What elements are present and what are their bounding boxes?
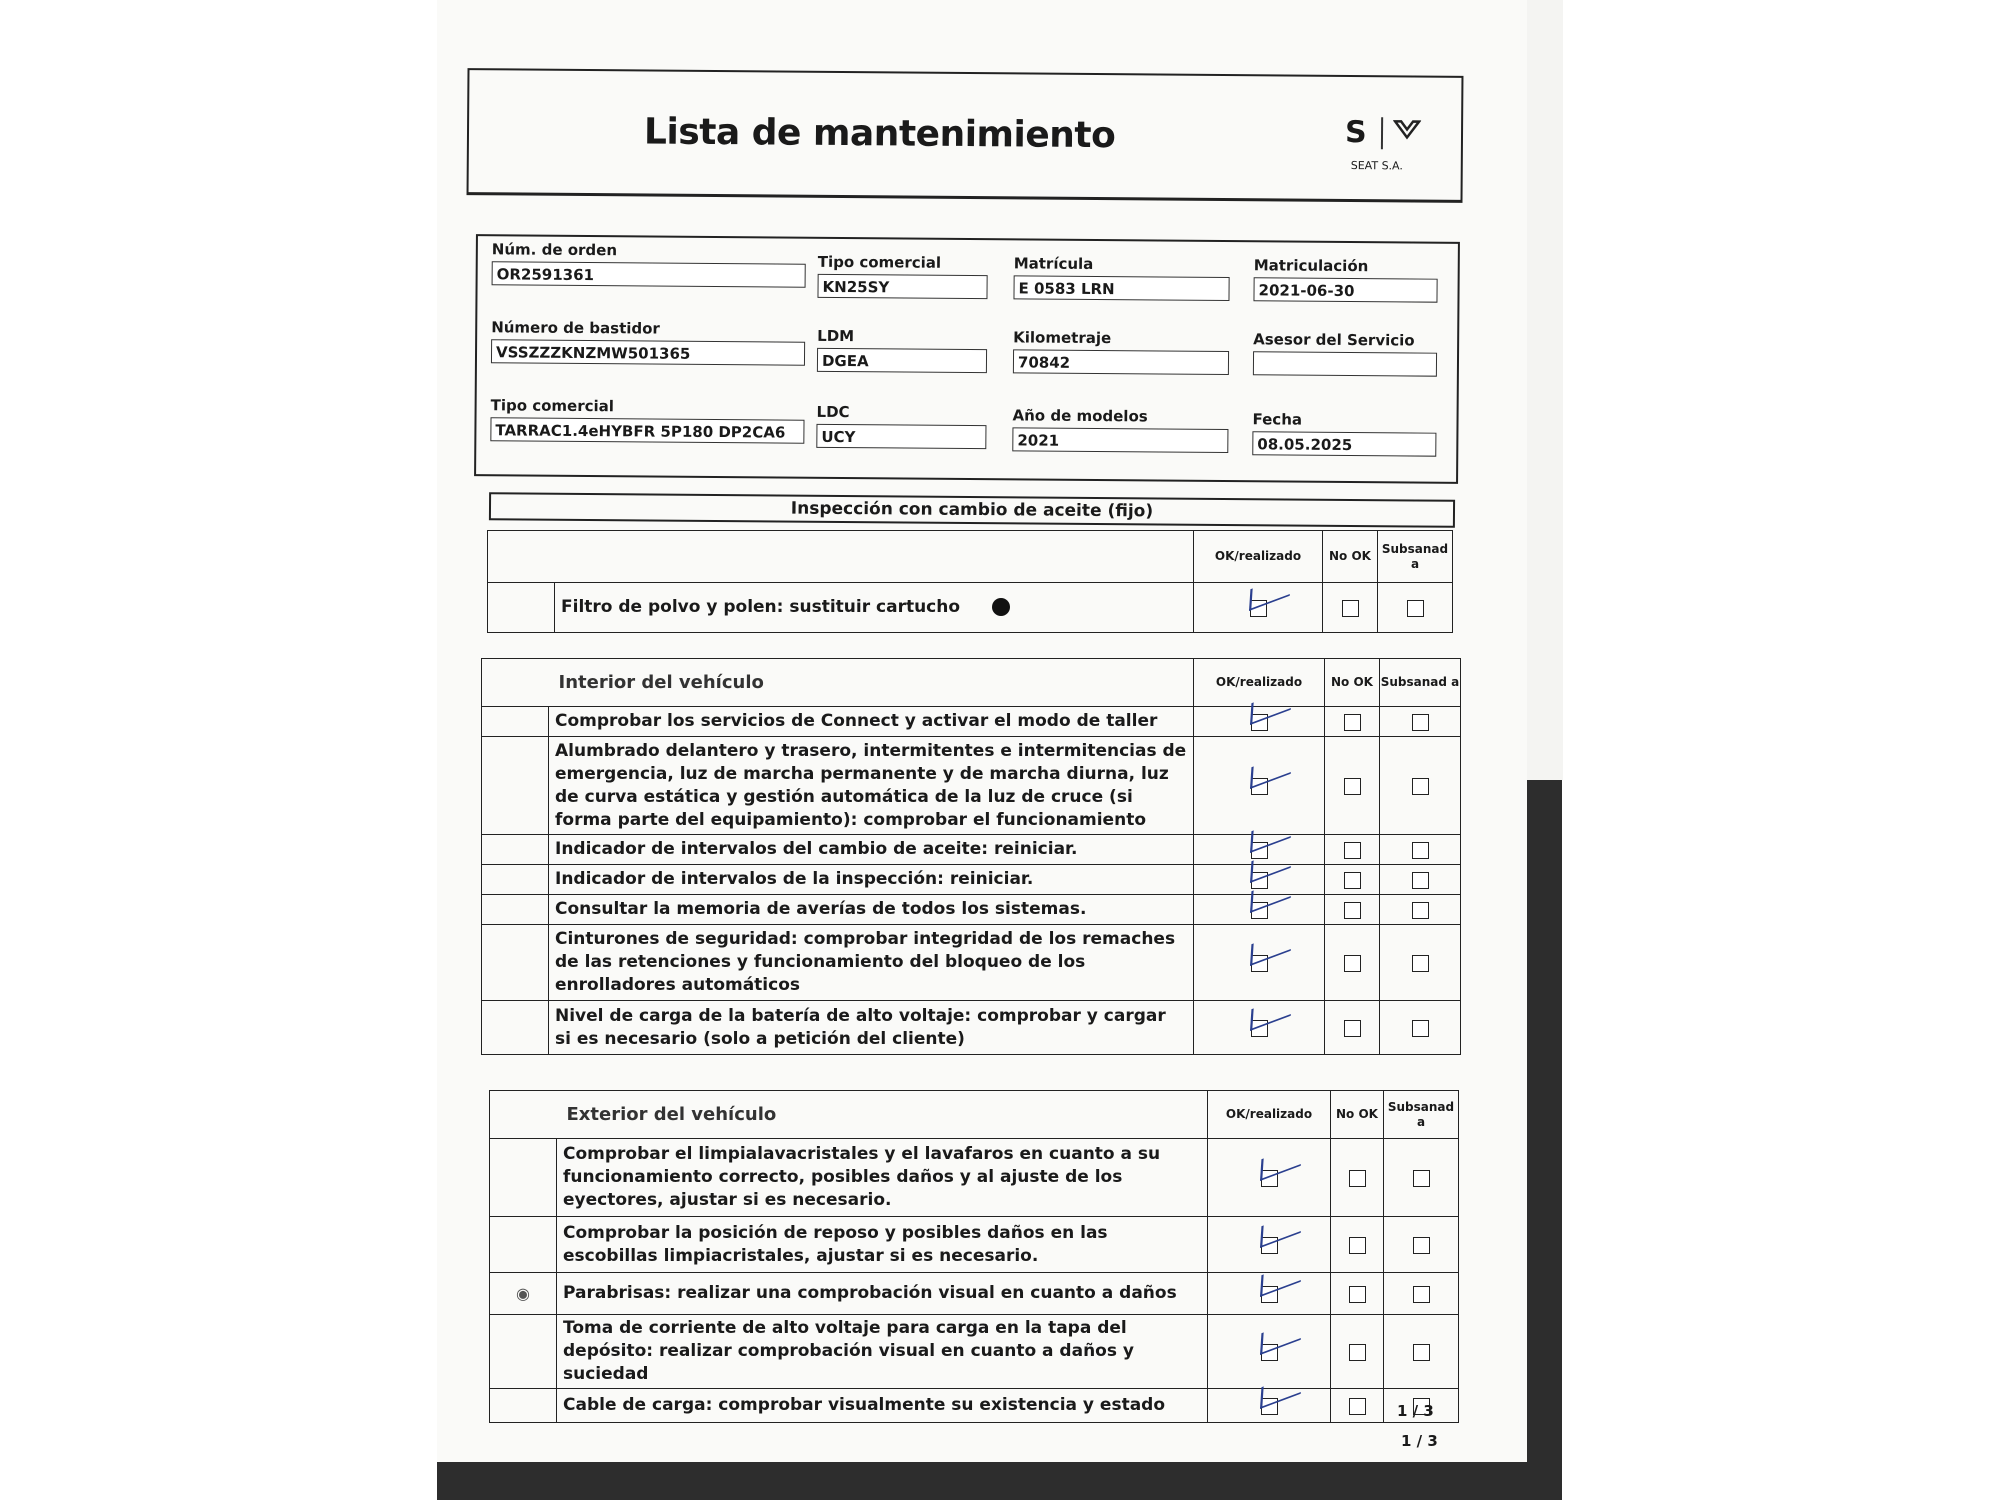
company-name: SEAT S.A.: [1350, 159, 1403, 173]
logo-divider: [1381, 117, 1383, 149]
row-text: Toma de corriente de alto voltaje para carga en la tapa del depósito: realizar comprobación visual en cuanto a daños y suciedad: [557, 1315, 1208, 1389]
subsanada-checkbox[interactable]: [1413, 1286, 1430, 1303]
subsanada-checkbox[interactable]: [1412, 842, 1429, 859]
asesor-value: [1253, 351, 1437, 376]
nook-checkbox[interactable]: [1344, 872, 1361, 889]
row-text: Indicador de intervalos del cambio de aceite: reiniciar.: [549, 835, 1194, 865]
subsanada-checkbox[interactable]: [1412, 955, 1429, 972]
table-row: [482, 925, 1461, 1001]
row-text: Indicador de intervalos de la inspección: reiniciar.: [549, 865, 1194, 895]
nook-checkbox[interactable]: [1342, 600, 1359, 617]
nook-checkbox[interactable]: [1349, 1286, 1366, 1303]
ok-checkbox[interactable]: [1261, 1344, 1278, 1361]
nook-checkbox[interactable]: [1349, 1170, 1366, 1187]
table-row: [490, 1273, 1459, 1315]
ok-checkbox[interactable]: [1261, 1286, 1278, 1303]
col-subsanada: Subsanad a: [1378, 531, 1453, 583]
field-matriculacion: Matriculación 2021-06-30: [1253, 256, 1437, 302]
col-ok: OK/realizado: [1194, 659, 1325, 707]
ldm-value: DGEA: [817, 348, 987, 373]
cupra-icon: [1393, 115, 1421, 150]
field-ldc: LDC UCY: [816, 403, 986, 449]
table-row: [482, 865, 1461, 895]
row-text: Nivel de carga de la batería de alto voltaje: comprobar y cargar si es necesario (solo a petición del cliente): [549, 1001, 1194, 1055]
row-text: Cinturones de seguridad: comprobar integridad de los remaches de las retenciones y funcionamiento del bloqueo de los enrolladores automáticos: [549, 925, 1194, 1001]
nook-checkbox[interactable]: [1349, 1237, 1366, 1254]
table-row: [490, 1389, 1459, 1423]
subsanada-checkbox[interactable]: [1412, 778, 1429, 795]
interior-header-row: [482, 659, 1461, 707]
dot-icon: [992, 598, 1010, 616]
row-text: Comprobar los servicios de Connect y activar el modo de taller: [549, 707, 1194, 737]
col-subsanada: Subsanad a: [1384, 1091, 1459, 1139]
table-row: [482, 1001, 1461, 1055]
field-tipo-comercial-1: Tipo comercial KN25SY: [817, 253, 987, 299]
col-ok: OK/realizado: [1194, 531, 1323, 583]
fecha-value: 08.05.2025: [1252, 431, 1436, 456]
nook-checkbox[interactable]: [1349, 1344, 1366, 1361]
nook-checkbox[interactable]: [1344, 778, 1361, 795]
kilometraje-value: 70842: [1013, 349, 1229, 375]
table-row: [490, 1139, 1459, 1217]
interior-title: Interior del vehículo: [549, 659, 1194, 707]
row-text: Parabrisas: realizar una comprobación visual en cuanto a daños: [557, 1273, 1208, 1315]
table-row: [482, 707, 1461, 737]
col-ok: OK/realizado: [1208, 1091, 1331, 1139]
nook-checkbox[interactable]: [1344, 902, 1361, 919]
page-number: 1 / 3: [1397, 1402, 1434, 1420]
exterior-header-row: [490, 1091, 1459, 1139]
row-text: Filtro de polvo y polen: sustituir cartucho: [561, 597, 961, 617]
field-kilometraje: Kilometraje 70842: [1013, 328, 1229, 375]
field-tipo-comercial-2: Tipo comercial TARRAC1.4eHYBFR 5P180 DP2CA6: [490, 396, 804, 443]
inspection-title: Inspección con cambio de aceite (fijo): [489, 492, 1455, 528]
num-orden-value: OR2591361: [492, 261, 806, 287]
ldc-value: UCY: [816, 424, 986, 449]
subsanada-checkbox[interactable]: [1413, 1237, 1430, 1254]
maintenance-sheet: [437, 0, 1527, 1462]
eye-icon: ◉: [516, 1284, 530, 1303]
page-number-under: 1 / 3: [1401, 1432, 1438, 1450]
table-header-row: [488, 531, 1453, 583]
table-row: [482, 895, 1461, 925]
nook-checkbox[interactable]: [1349, 1398, 1366, 1415]
row-text: Cable de carga: comprobar visualmente su existencia y estado: [557, 1389, 1208, 1423]
ok-checkbox[interactable]: [1251, 955, 1268, 972]
nook-checkbox[interactable]: [1344, 842, 1361, 859]
row-text: Consultar la memoria de averías de todos los sistemas.: [549, 895, 1194, 925]
order-info: [474, 234, 1460, 484]
row-text: Alumbrado delantero y trasero, intermitentes e intermitencias de emergencia, luz de marcha permanente y de marcha diurna, luz de curva estática y gestión automática de la luz de cruce (si forma parte del equipamiento): comprobar el funcionamiento: [549, 737, 1194, 835]
field-ldm: LDM DGEA: [817, 327, 987, 373]
table-row: [490, 1217, 1459, 1273]
col-nook: No OK: [1325, 659, 1380, 707]
tipo-comercial-1-value: KN25SY: [817, 274, 987, 299]
subsanada-checkbox[interactable]: [1412, 714, 1429, 731]
subsanada-checkbox[interactable]: [1412, 1020, 1429, 1037]
bastidor-value: VSSZZZKNZMW501365: [491, 339, 805, 365]
exterior-table: [489, 1090, 1459, 1423]
field-fecha: Fecha 08.05.2025: [1252, 410, 1436, 456]
ok-checkbox[interactable]: [1251, 902, 1268, 919]
background-left: [0, 0, 437, 1500]
subsanada-checkbox[interactable]: [1412, 902, 1429, 919]
subsanada-checkbox[interactable]: [1412, 872, 1429, 889]
seat-s-icon: S: [1344, 114, 1367, 151]
tipo-comercial-2-value: TARRAC1.4eHYBFR 5P180 DP2CA6: [490, 417, 804, 443]
background-right: [1562, 0, 2000, 1500]
ok-checkbox[interactable]: [1261, 1237, 1278, 1254]
field-asesor: Asesor del Servicio: [1253, 330, 1437, 376]
col-nook: No OK: [1331, 1091, 1384, 1139]
subsanada-checkbox[interactable]: [1413, 1170, 1430, 1187]
subsanada-checkbox[interactable]: [1407, 600, 1424, 617]
brand-logo: [1345, 115, 1425, 176]
inspection-table: [487, 530, 1453, 633]
matricula-value: E 0583 LRN: [1013, 275, 1229, 301]
ok-checkbox[interactable]: [1261, 1170, 1278, 1187]
table-row: [482, 835, 1461, 865]
col-subsanada: Subsanad a: [1380, 659, 1461, 707]
field-num-orden: Núm. de orden OR2591361: [492, 240, 806, 287]
ok-checkbox[interactable]: [1250, 600, 1267, 617]
interior-table: [481, 658, 1461, 1055]
table-row: [488, 583, 1453, 633]
exterior-title: Exterior del vehículo: [557, 1091, 1208, 1139]
ok-checkbox[interactable]: [1251, 1020, 1268, 1037]
subsanada-checkbox[interactable]: [1413, 1344, 1430, 1361]
matriculacion-value: 2021-06-30: [1253, 277, 1437, 302]
table-row: [490, 1315, 1459, 1389]
ok-checkbox[interactable]: [1261, 1398, 1278, 1415]
ok-checkbox[interactable]: [1251, 778, 1268, 795]
nook-checkbox[interactable]: [1344, 955, 1361, 972]
document-title: Lista de mantenimiento: [643, 111, 1116, 157]
col-nook: No OK: [1323, 531, 1378, 583]
row-text: Comprobar la posición de reposo y posibles daños en las escobillas limpiacristales, ajustar si es necesario.: [557, 1217, 1208, 1273]
nook-checkbox[interactable]: [1344, 714, 1361, 731]
ok-checkbox[interactable]: [1251, 714, 1268, 731]
row-text: Comprobar el limpialavacristales y el lavafaros en cuanto a su funcionamiento correcto, posibles daños y al ajuste de los eyectores, ajustar si es necesario.: [557, 1139, 1208, 1217]
field-bastidor: Número de bastidor VSSZZZKNZMW501365: [491, 318, 805, 365]
field-anio-modelos: Año de modelos 2021: [1012, 406, 1228, 453]
table-row: [482, 737, 1461, 835]
nook-checkbox[interactable]: [1344, 1020, 1361, 1037]
field-matricula: Matrícula E 0583 LRN: [1013, 254, 1229, 301]
header-box: [467, 68, 1464, 203]
anio-modelos-value: 2021: [1012, 427, 1228, 453]
